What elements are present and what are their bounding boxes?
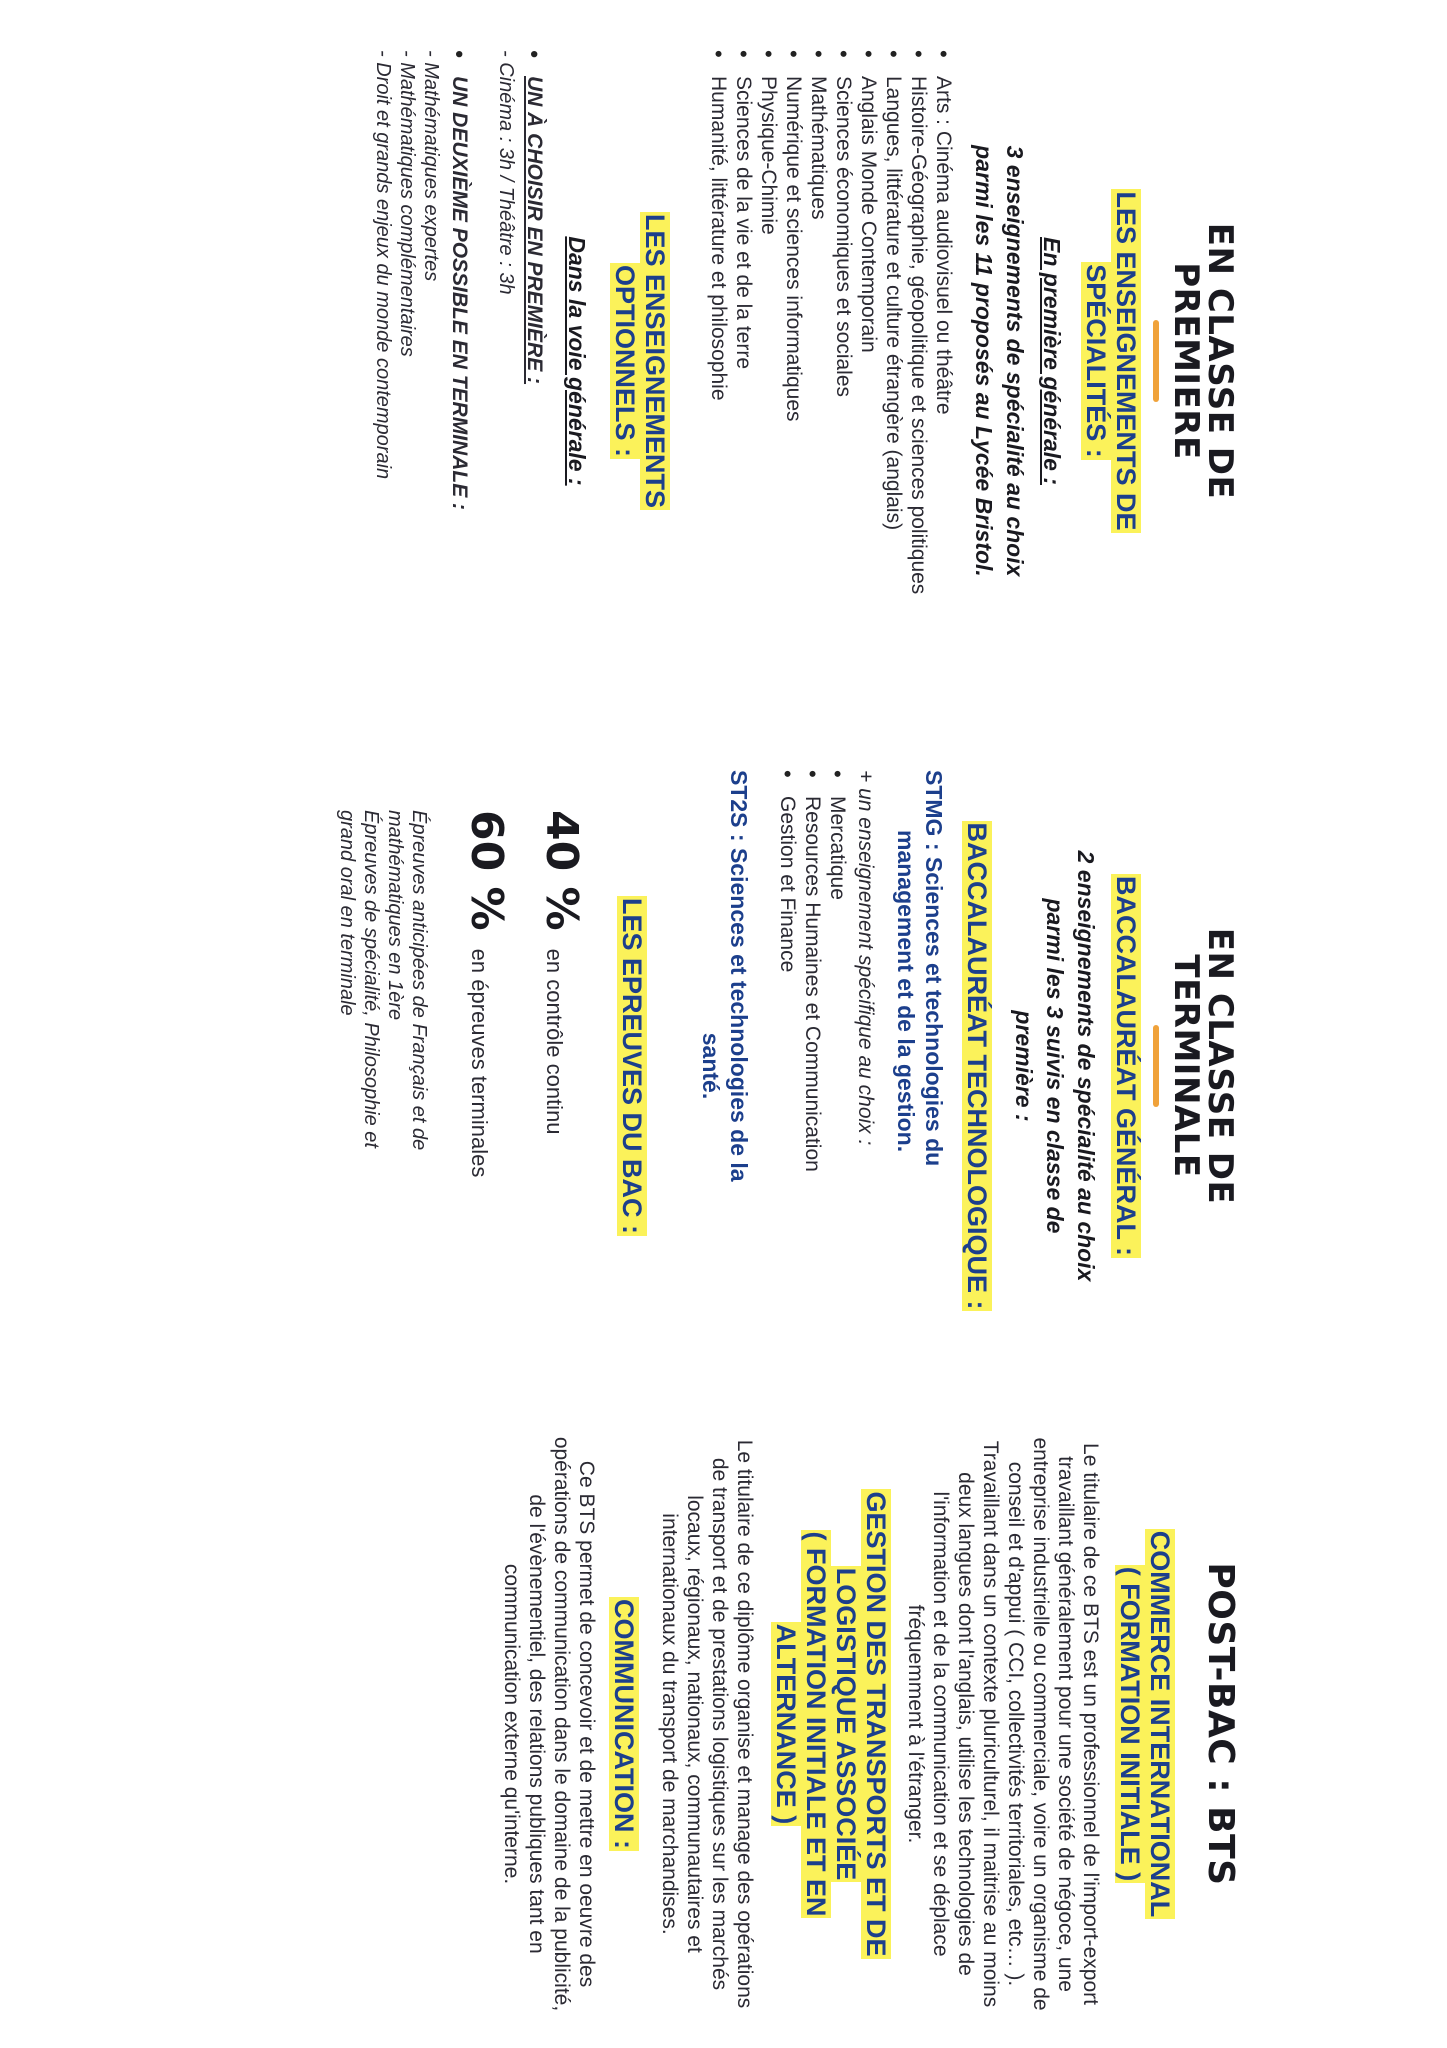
bac-general-label: BACCALAURÉAT GÉNÉRAL : [1111, 876, 1141, 1256]
list-item: - Droit et grands enjeux du monde contemporain [372, 50, 394, 480]
terminale-options-list [371, 50, 443, 672]
stmg-heading [892, 770, 948, 1362]
enseignement-specifique-label: + un enseignement spécifique au choix : [854, 770, 877, 1146]
optionnels-heading [610, 50, 670, 672]
st2s-heading [697, 770, 753, 1362]
epreuves-notes [335, 810, 431, 1362]
deuxieme-possible-label: • UN DEUXIÈME POSSIBLE EN TERMINALE : [447, 50, 472, 672]
terminale-choix-line-2: parmi les 3 suivis en classe de [1042, 898, 1068, 1234]
gtla-heading-line2: LOGISTIQUE ASSOCIÉE [831, 1567, 861, 1881]
list-item: - Cinéma : 3h / Théâtre : 3h [495, 50, 517, 295]
specialites-heading-line1: LES ENSEIGNEMENTS DE [1111, 191, 1141, 531]
stmg-options-list [775, 770, 850, 1362]
terminale-title [1166, 770, 1240, 1362]
gtla-heading-line1: GESTION DES TRANSPORTS ET DE [861, 1491, 891, 1957]
com-heading-label: COMMUNICATION : [609, 1599, 639, 1849]
choix-line-2: parmi les 11 proposés au Lycée Bristol. [971, 145, 997, 577]
optionnels-list [522, 50, 547, 672]
cinema-theatre-list [494, 50, 518, 672]
premiere-generale-label: En première générale : [1039, 237, 1065, 485]
voie-generale-label: Dans la voie générale : [564, 236, 590, 486]
gtla-heading-line4: ALTERNANCE ) [771, 1623, 801, 1825]
ci-description: Le titulaire de ce BTS est un professionnel de l'import-export travaillant généralement pour une société de négoce, une entreprise industrielle ou commerciale, voire un organisme de conseil et d'appui ( CCI, collectivités territoriales, etc… ). Travaillant dans un contexte pluriculturel, il maitrise au moins deux langues dont l'anglais, utilise les technologies de l'information et de la communication et se déplace fréquemment à l'étranger. [904, 1437, 1102, 2011]
epreuves-note-line: Épreuves anticipées de Français et de [408, 810, 430, 1151]
list-item: • Histoire-Géographie, géopolitique et sciences politiques [906, 50, 931, 672]
bac-general-heading [1111, 770, 1141, 1362]
panel-terminale [0, 700, 1447, 1390]
epreuves-note-line: Épreuves de spécialité, Philosophie et [360, 810, 382, 1148]
terminale-title-line2: TERMINALE [1166, 954, 1206, 1178]
list-item: • Arts : Cinéma audiovisuel ou théâtre [931, 50, 956, 672]
list-item: • Physique-Chimie [756, 50, 781, 672]
ci-heading-line2: ( FORMATION INITIALE ) [1115, 1566, 1145, 1882]
ci-heading-line1: COMMERCE INTERNATIONAL [1145, 1530, 1175, 1918]
list-item: • Mathématiques [806, 50, 831, 672]
deuxieme-list [447, 50, 472, 672]
premiere-title-underline [1153, 320, 1159, 402]
optionnels-heading-line2: OPTIONNELS : [610, 264, 640, 457]
premiere-title [1166, 50, 1240, 672]
terminales-label: en épreuves terminales [467, 948, 492, 1178]
premiere-title-line1: EN CLASSE DE [1200, 222, 1240, 500]
epreuves-note-line: mathématiques en 1ère [384, 810, 406, 1021]
optionnels-heading-line1: LES ENSEIGNEMENTS [640, 213, 670, 509]
list-item: • Numérique et sciences informatiques [781, 50, 806, 672]
st2s-line-1: ST2S : Sciences et technologies de la [726, 770, 752, 1182]
list-item: • Anglais Monde Contemporain [856, 50, 881, 672]
list-item: • Humanité, littérature et philosophie [706, 50, 731, 672]
list-item: • Sciences économiques et sociales [831, 50, 856, 672]
specialites-heading-line2: SPÉCIALITÉS : [1081, 264, 1111, 458]
terminale-title-underline [1153, 1025, 1159, 1107]
list-item: • Langues, littérature et culture étrangère (anglais) [881, 50, 906, 672]
un-a-choisir-label: • UN À CHOISIR EN PREMIÈRE : [522, 50, 547, 672]
ci-heading [1115, 1430, 1175, 2018]
specialites-heading [1081, 50, 1141, 672]
gtla-description: Le titulaire de ce diplôme organise et manage des opérations de transport et de prestations logistiques sur les marchés locaux, régionaux, nationaux, communautaires et internationaux du transport de marchandises. [658, 1439, 756, 2009]
choix-line-1: 3 enseignements de spécialité au choix [1002, 145, 1028, 577]
epreuves-heading [617, 770, 647, 1362]
list-item: • Sciences de la vie et de la terre [731, 50, 756, 672]
stmg-line-1: STMG : Sciences et technologies du [921, 770, 947, 1167]
bac-techno-label: BACCALAURÉAT TECHNOLOGIQUE : [962, 822, 992, 1310]
panel-postbac [0, 1390, 1447, 2048]
list-item: - Mathématiques expertes [420, 50, 442, 282]
terminale-title-line1: EN CLASSE DE [1200, 927, 1240, 1205]
epreuves-note-line: grand oral en terminale [336, 810, 358, 1016]
list-item: - Mathématiques complémentaires [396, 50, 418, 357]
bac-techno-heading [962, 770, 992, 1362]
st2s-line-2: santé. [698, 1032, 724, 1100]
epreuves-label: LES EPREUVES DU BAC : [617, 897, 647, 1235]
pct-terminales: 60 % [461, 810, 512, 931]
com-heading [609, 1430, 639, 2018]
postbac-title: POST-BAC : BTS [1200, 1562, 1241, 1886]
terminale-choix-line-1: 2 enseignements de spécialité au choix [1073, 850, 1099, 1282]
gtla-heading [771, 1430, 891, 2018]
premiere-title-line2: PREMIERE [1166, 262, 1206, 460]
com-description: Ce BTS permet de concevoir et de mettre en oeuvre des opérations de communication dans le domaine de la publicité, de l'évènementiel, des relations publiques tant en communication externe qu'interne. [500, 1436, 598, 2012]
controle-label: en contrôle continu [542, 948, 567, 1135]
specialites-list [706, 50, 956, 672]
pct-controle: 40 % [536, 810, 587, 931]
stmg-line-2: management et de la gestion. [893, 830, 919, 1153]
list-item: • Resources Humaines et Communication [800, 770, 825, 1362]
panel-premiere [0, 0, 1447, 700]
controle-continu-row [536, 810, 587, 1362]
gtla-heading-line3: ( FORMATION INITIALE ET EN [801, 1531, 831, 1917]
list-item: • Gestion et Finance [775, 770, 800, 1362]
list-item: • Mercatique [825, 770, 850, 1362]
terminale-choix-line-3: première : [1011, 1010, 1037, 1122]
epreuves-terminales-row [461, 810, 512, 1362]
